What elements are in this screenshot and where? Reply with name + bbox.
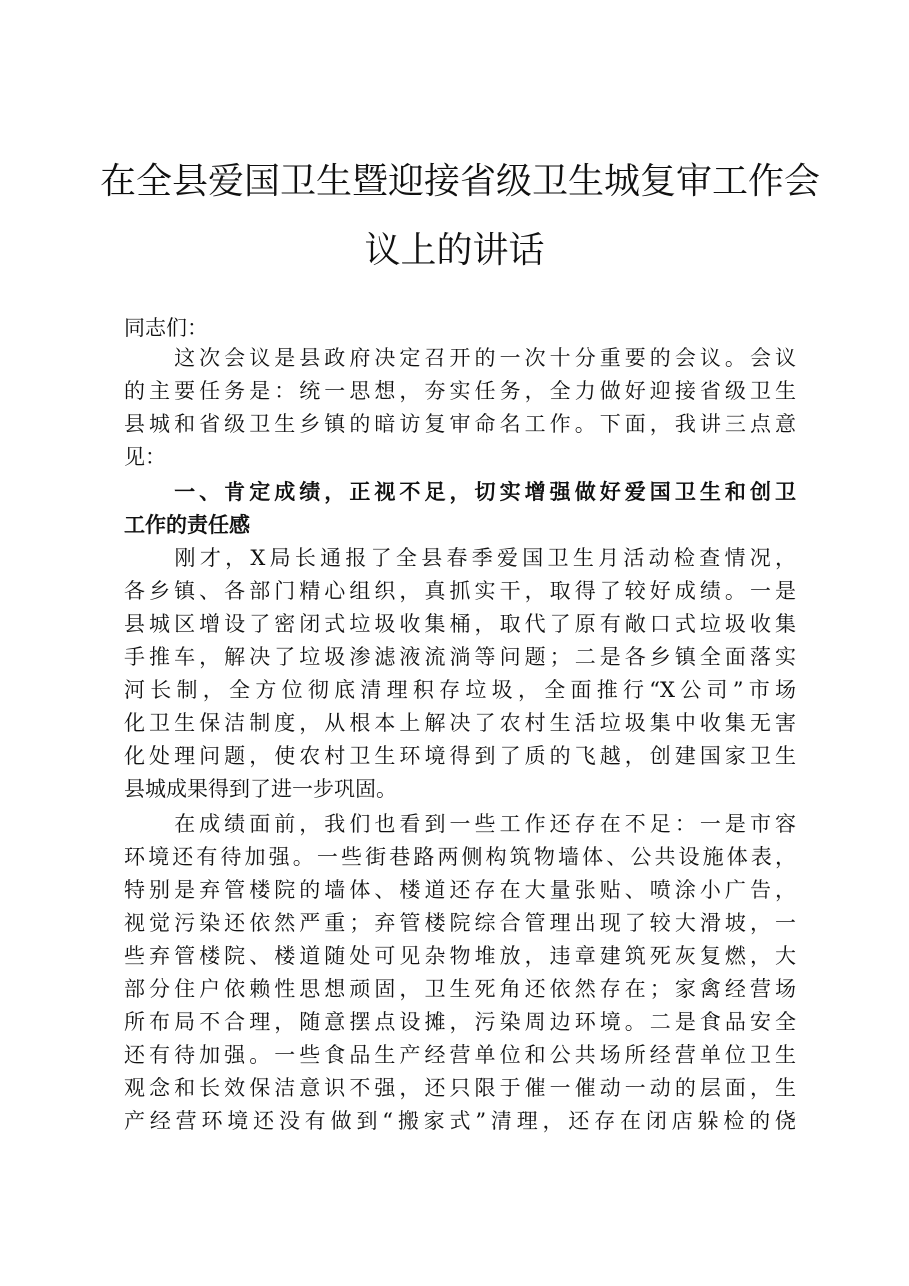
paragraph-line: 化处理问题，使农村卫生环境得到了质的飞越，创建国家卫生 <box>124 744 796 768</box>
paragraph-line: 部分住户依赖性思想顽固，卫生死角还依然存在；家禽经营场 <box>124 977 796 1001</box>
paragraph-line: 的主要任务是：统一思想，夯实任务，全力做好迎接省级卫生 <box>124 379 796 403</box>
paragraph-line: 手推车，解决了垃圾渗滤液流淌等问题；二是各乡镇全面落实 <box>124 645 796 669</box>
paragraph-line: 还有待加强。一些食品生产经营单位和公共场所经营单位卫生 <box>124 1043 796 1067</box>
paragraph-line: 各乡镇、各部门精心组织，真抓实干，取得了较好成绩。一是 <box>124 579 796 603</box>
paragraph-line: 产经营环境还没有做到“搬家式”清理，还存在闭店躲检的侥 <box>124 1109 796 1133</box>
paragraph-line: 所布局不合理，随意摆点设摊，污染周边环境。二是食品安全 <box>124 1010 796 1034</box>
paragraph-line: 县城和省级卫生乡镇的暗访复审命名工作。下面，我讲三点意 <box>124 412 796 436</box>
paragraph-line: 见： <box>124 445 166 469</box>
paragraph-line: 县城成果得到了进一步巩固。 <box>124 777 397 801</box>
paragraph-line: 河长制，全方位彻底清理积存垃圾，全面推行“X公司”市场 <box>124 678 796 702</box>
paragraph-line: 观念和长效保洁意识不强，还只限于催一催动一动的层面，生 <box>124 1076 796 1100</box>
paragraph-line: 特别是弃管楼院的墙体、楼道还存在大量张贴、喷涂小广告， <box>124 878 796 902</box>
paragraph-line: 视觉污染还依然严重；弃管楼院综合管理出现了较大滑坡，一 <box>124 911 796 935</box>
paragraph-line: 刚才，X局长通报了全县春季爱国卫生月活动检查情况， <box>124 546 796 570</box>
document-title-line-1: 在全县爱国卫生暨迎接省级卫生城复审工作会 <box>100 161 821 202</box>
paragraph-line: 环境还有待加强。一些街巷路两侧构筑物墙体、公共设施体表， <box>124 845 796 869</box>
paragraph-line: 这次会议是县政府决定召开的一次十分重要的会议。会议 <box>124 346 796 370</box>
paragraph-line: 县城区增设了密闭式垃圾收集桶，取代了原有敞口式垃圾收集 <box>124 612 796 636</box>
salutation: 同志们： <box>124 316 208 340</box>
paragraph-line: 些弃管楼院、楼道随处可见杂物堆放，违章建筑死灰复燃，大 <box>124 944 796 968</box>
section-heading-line: 一、肯定成绩，正视不足，切实增强做好爱国卫生和创卫 <box>124 480 796 504</box>
section-heading-line: 工作的责任感 <box>124 513 250 537</box>
paragraph-line: 化卫生保洁制度，从根本上解决了农村生活垃圾集中收集无害 <box>124 711 796 735</box>
paragraph-line: 在成绩面前，我们也看到一些工作还存在不足：一是市容 <box>124 812 796 836</box>
document-title-line-2: 议上的讲话 <box>364 230 545 271</box>
